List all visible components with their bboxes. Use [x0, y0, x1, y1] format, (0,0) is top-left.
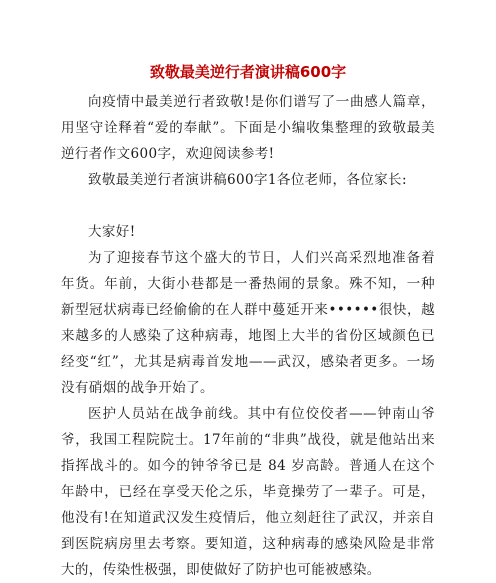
greeting-paragraph: 大家好!: [88, 224, 136, 240]
salutation-paragraph: 致敬最美逆行者演讲稿600字1各位老师，各位家长:: [88, 172, 407, 188]
intro-paragraph: 向疫情中最美逆行者致敬!是你们谱写了一曲感人篇章，用坚守诠释着“爱的奉献”。下面是小编收集整理的致敬最美逆行者作文600字，欢迎阅读参考!: [61, 94, 435, 162]
body-paragraph: 为了迎接春节这个盛大的节日，人们兴高采烈地准备着年货。年前，大街小巷都是一番热闹的景象。殊不知，一种新型冠状病毒已经偷偷的在人群中蔓延开来••••••很快，越来越多的人感染了这种病毒，地图上大半的省份区域颜色已经变“红”，尤其是病毒首发地——武汉，感染者更多。一场没有硝烟的战争开始了。: [61, 250, 435, 396]
document-title: 致敬最美逆行者演讲稿600字: [149, 63, 347, 81]
body-paragraph: 医护人员站在战争前线。其中有位佼佼者——钟南山爷爷，我国工程院院士。17年前的“非典”战役，就是他站出来指挥战斗的。如今的钟爷爷已是 84 岁高龄。普通人在这个年龄中，已经在享受天伦之乐，毕竟操劳了一辈子。可是，他没有!在知道武汉发生疫情后，他立刻赶往了武汉，并亲自到医院病房里去考察。要知道，这种病毒的感染风险是非常大的，传染性极强，即使做好了防护也可能被感染。: [61, 406, 435, 578]
